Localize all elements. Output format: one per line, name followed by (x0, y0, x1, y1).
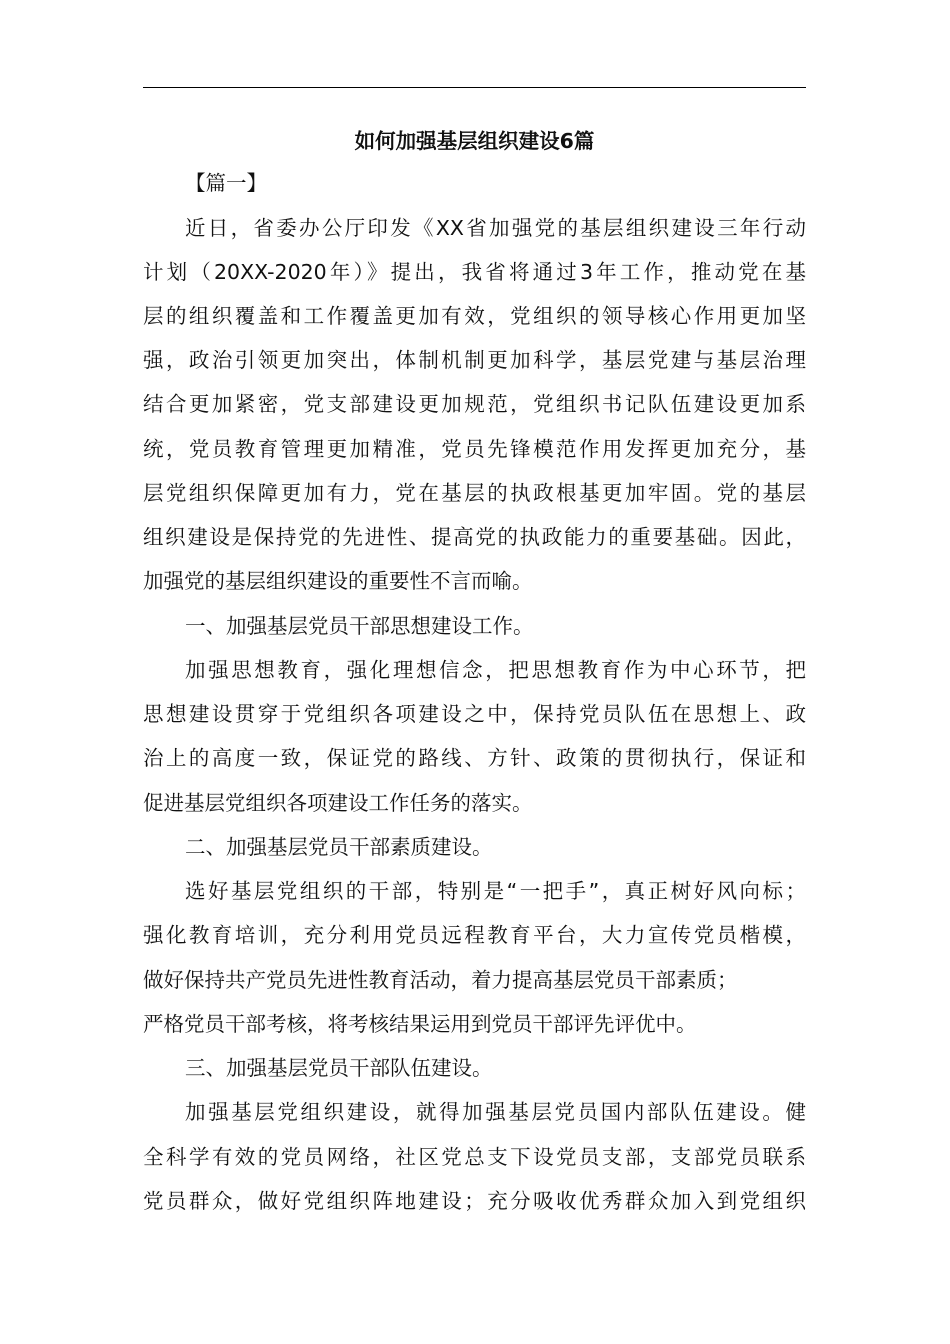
text-line: 层党组织保障更加有力，党在基层的执政根基更加牢固。党的基层 (143, 481, 806, 505)
text-line: 治上的高度一致，保证党的路线、方针、政策的贯彻执行，保证和 (143, 746, 806, 770)
text-line: 结合更加紧密，党支部建设更加规范，党组织书记队伍建设更加系 (143, 392, 806, 416)
section-heading-1: 一、加强基层党员干部思想建设工作。 (185, 614, 534, 638)
text-line: 层的组织覆盖和工作覆盖更加有效，党组织的领导核心作用更加坚 (143, 304, 806, 328)
section-label: 【篇一】 (185, 171, 267, 195)
section-heading-3: 三、加强基层党员干部队伍建设。 (185, 1056, 493, 1080)
section-heading-2: 二、加强基层党员干部素质建设。 (185, 835, 493, 859)
text-line: 做好保持共产党员先进性教育活动，着力提高基层党员干部素质； (143, 968, 738, 992)
text-line: 组织建设是保持党的先进性、提高党的执政能力的重要基础。因此， (143, 525, 806, 549)
text-line: 促进基层党组织各项建设工作任务的落实。 (143, 791, 533, 815)
text-line: 加强基层党组织建设，就得加强基层党员国内部队伍建设。健 (185, 1100, 806, 1124)
text-line: 加强思想教育，强化理想信念，把思想教育作为中心环节，把 (185, 658, 806, 682)
text-line: 全科学有效的党员网络，社区党总支下设党员支部，支部党员联系 (143, 1145, 806, 1169)
text-line: 强，政治引领更加突出，体制机制更加科学，基层党建与基层治理 (143, 348, 806, 372)
document-title: 如何加强基层组织建设6篇 (354, 129, 595, 153)
text-line: 严格党员干部考核，将考核结果运用到党员干部评先评优中。 (143, 1012, 697, 1036)
text-line: 统，党员教育管理更加精准，党员先锋模范作用发挥更加充分，基 (143, 437, 806, 461)
text-line: 党员群众，做好党组织阵地建设；充分吸收优秀群众加入到党组织 (143, 1189, 806, 1213)
text-line: 思想建设贯穿于党组织各项建设之中，保持党员队伍在思想上、政 (143, 702, 806, 726)
text-line: 强化教育培训，充分利用党员远程教育平台，大力宣传党员楷模， (143, 923, 806, 947)
text-line: 选好基层党组织的干部，特别是“一把手”，真正树好风向标； (185, 879, 806, 903)
text-line: 加强党的基层组织建设的重要性不言而喻。 (143, 569, 533, 593)
header-rule (143, 87, 806, 88)
text-line: 计划（20XX-2020年）》提出，我省将通过3年工作，推动党在基 (143, 260, 806, 284)
text-line: 近日，省委办公厅印发《XX省加强党的基层组织建设三年行动 (185, 216, 806, 240)
